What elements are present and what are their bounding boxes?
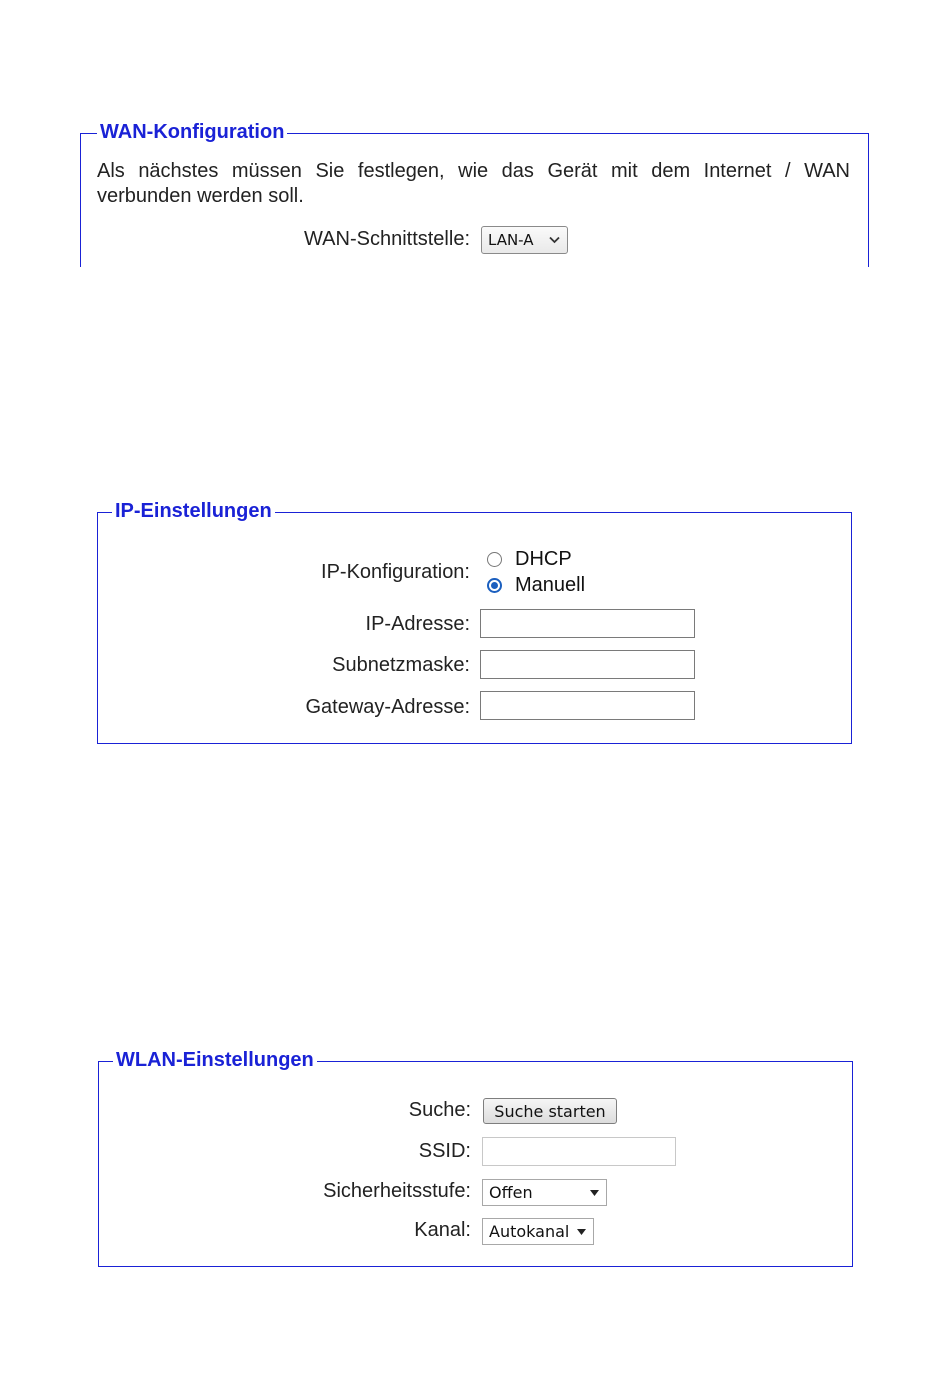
caret-down-icon xyxy=(577,1229,586,1235)
wlan-settings-fieldset xyxy=(98,1049,853,1267)
gateway-input[interactable] xyxy=(480,691,695,720)
ip-config-label: IP-Konfiguration: xyxy=(321,561,470,583)
wlan-settings-title: WLAN-Einstellungen xyxy=(113,1047,317,1073)
search-start-button[interactable]: Suche starten xyxy=(483,1098,617,1124)
caret-down-icon xyxy=(590,1190,599,1196)
subnet-label: Subnetzmaske: xyxy=(332,654,470,676)
wan-description: Als nächstes müssen Sie festlegen, wie das Gerät mit dem Internet / WAN verbunden werden soll. xyxy=(97,160,850,207)
channel-value: Autokanal xyxy=(489,1222,570,1241)
ip-address-label: IP-Adresse: xyxy=(365,613,470,635)
radio-manual-label: Manuell xyxy=(515,574,586,596)
channel-select[interactable] xyxy=(482,1218,594,1245)
ip-address-input[interactable] xyxy=(480,609,695,638)
chevron-down-icon xyxy=(549,236,560,244)
ip-settings-fieldset xyxy=(97,500,852,744)
wan-interface-label: WAN-Schnittstelle: xyxy=(304,228,470,250)
radio-dhcp-label: DHCP xyxy=(515,548,572,570)
wan-interface-value: LAN-A xyxy=(488,231,534,249)
gateway-label: Gateway-Adresse: xyxy=(305,696,470,718)
ssid-label: SSID: xyxy=(418,1140,471,1162)
security-label: Sicherheitsstufe: xyxy=(323,1180,471,1202)
ssid-input[interactable] xyxy=(482,1137,676,1166)
radio-manual-circle[interactable] xyxy=(487,578,502,593)
security-value: Offen xyxy=(489,1183,533,1202)
wan-config-title: WAN-Konfiguration xyxy=(97,119,287,145)
crop-mask xyxy=(70,267,890,307)
search-label: Suche: xyxy=(408,1099,471,1121)
radio-dhcp-circle[interactable] xyxy=(487,552,502,567)
security-select[interactable] xyxy=(482,1179,607,1206)
radio-manual[interactable] xyxy=(487,574,585,597)
channel-label: Kanal: xyxy=(414,1219,471,1241)
wan-interface-select[interactable] xyxy=(481,226,568,254)
ip-settings-title: IP-Einstellungen xyxy=(112,498,275,524)
radio-dhcp[interactable] xyxy=(487,548,572,571)
subnet-input[interactable] xyxy=(480,650,695,679)
